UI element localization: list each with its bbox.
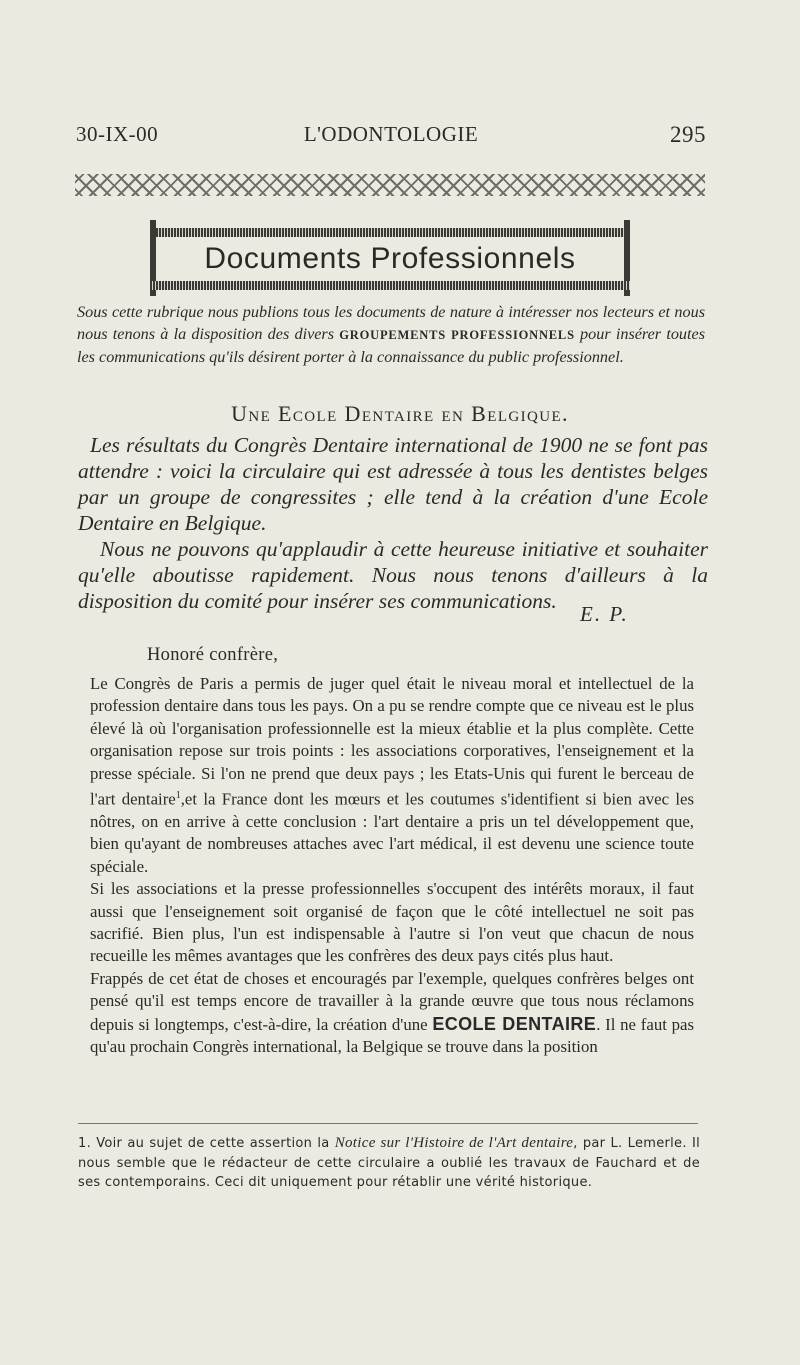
intro-text-b: pour insérer toutes les communications qu'ils désirent porter à la connaissance du public professionnel. bbox=[77, 325, 705, 366]
letter-p1-text-a: Le Congrès de Paris a permis de juger quel était le niveau moral et intellectuel de la profession dentaire dans tous les pays. On a pu se rendre compte que ce niveau est le plus élevé là où l'organisation professionnelle est la mieux établie et la plus complète. Cette organisation repose sur trois points : les associations corporatives, l'enseignement et la presse spéciale. Si l'on ne prend que deux pays ; les Etats-Unis qui furent le berceau de l'art dentaire bbox=[90, 674, 694, 809]
ecole-dentaire-emphasis: ECOLE DENTAIRE bbox=[432, 1013, 597, 1034]
letter-paragraph-1 bbox=[90, 673, 694, 878]
rubric-title-frame bbox=[150, 220, 630, 296]
letter-p3-text-b: . Il ne faut pas qu'au prochain Congrès international, la Belgique se trouve dans la position bbox=[90, 1014, 695, 1057]
article-title: Une Ecole Dentaire en Belgique. bbox=[231, 401, 569, 426]
footnote-text-a: Voir au sujet de cette assertion la bbox=[96, 1136, 330, 1151]
footnote bbox=[78, 1134, 700, 1193]
intro-text-a: Sous cette rubrique nous publions tous les documents de nature à intéresser nos lecteurs et nous nous tenons à la disposition des divers bbox=[77, 303, 705, 343]
footnote-divider bbox=[78, 1123, 698, 1124]
footnote-text-b: , par L. Lemerle. Il nous semble que le rédacteur de cette circulaire a oublié les travaux de Fauchard et de ses contemporains. Ceci dit uniquement pour rétablir une vérité historique. bbox=[78, 1136, 701, 1191]
letter-p3-text-a: Frappés de cet état de choses et encouragés par l'exemple, quelques confrères belges ont pensé qu'il est temps encore de travailler à la grande œuvre que tous nous réclamons depuis si longtemps, c'est-à-dire, la création d'une bbox=[90, 968, 694, 1034]
rubric-title: Documents Professionnels bbox=[204, 242, 576, 275]
footnote-number: 1. bbox=[78, 1136, 92, 1151]
frame-top-rule bbox=[150, 228, 630, 237]
page-number: 295 bbox=[670, 122, 706, 147]
intro-smallcaps: GROUPEMENTS PROFESSIONNELS bbox=[339, 328, 575, 342]
letter-p1-text-b: ,et la France dont les mœurs et les coutumes s'identifient si bien avec les nôtres, on en arrive à cette conclusion : l'art dentaire a pris un tel développement que, bien qu'ayant de nombreuses attaches avec l'art médical, il est devenu une science toute spéciale. bbox=[90, 789, 694, 876]
issue-date: 30-IX-00 bbox=[76, 122, 159, 146]
editor-note-paragraph-1: Les résultats du Congrès Dentaire international de 1900 ne se font pas attendre : voici la circulaire qui est adressée à tous les dentistes belges par un groupe de congressites ; elle tend à la création d'une Ecole Dentaire en Belgique. bbox=[78, 433, 708, 535]
letter-paragraph-3 bbox=[90, 968, 694, 1059]
editor-signature: E. P. bbox=[580, 602, 629, 626]
editor-note bbox=[78, 432, 708, 614]
rubric-intro bbox=[77, 301, 705, 368]
letter-salutation: Honoré confrère, bbox=[147, 645, 279, 665]
editor-note-paragraph-2: Nous ne pouvons qu'applaudir à cette heureuse initiative et souhaiter qu'elle aboutisse rapidement. Nous nous tenons d'ailleurs à la disposition du comité pour insérer ses communications. bbox=[78, 537, 708, 613]
frame-bottom-rule bbox=[150, 281, 630, 290]
journal-title: L'ODONTOLOGIE bbox=[303, 122, 479, 146]
ornamental-band bbox=[75, 174, 705, 196]
running-header bbox=[76, 122, 706, 152]
footnote-cited-title: Notice sur l'Histoire de l'Art dentaire bbox=[334, 1135, 574, 1151]
letter-paragraph-2: Si les associations et la presse professionnelles s'occupent des intérêts moraux, il faut aussi que l'enseignement soit organisé de façon que le côté intellectuel ne soit pas sacrifié. Bien plus, l'un est indispensable à l'autre si l'on veut que chacun de nous recueille les mêmes avantages que les confrères des deux pays cités plus haut. bbox=[90, 879, 694, 966]
letter-body bbox=[90, 673, 694, 1059]
footnote-reference[interactable]: 1 bbox=[175, 790, 181, 802]
